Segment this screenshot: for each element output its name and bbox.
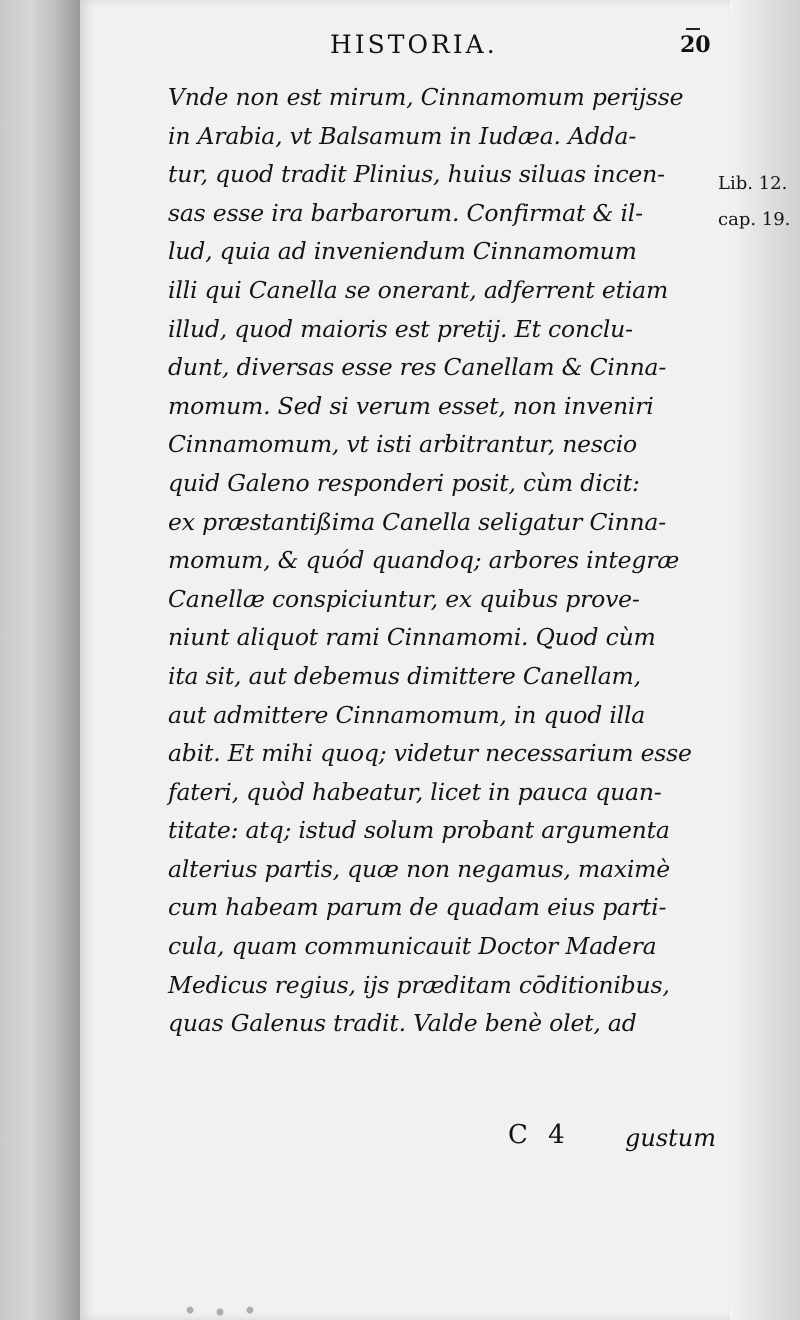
marginal-note-line: Lib. 12.	[718, 173, 788, 194]
text-line: lud, quia ad inveniendum Cinnamomum	[168, 237, 637, 266]
text-line: niunt aliquot rami Cinnamomi. Quod cùm	[168, 623, 656, 652]
running-title: HISTORIA.	[330, 30, 498, 59]
text-line: sas esse ira barbarorum. Confirmat & il-	[168, 198, 643, 227]
text-line: quas Galenus tradit. Valde benè olet, ad	[168, 1009, 637, 1038]
text-line: momum. Sed si verum esset, non inveniri	[168, 391, 654, 420]
signature-mark: C 4	[508, 1120, 571, 1150]
marginal-note	[718, 166, 790, 238]
book-page	[80, 0, 791, 1320]
text-line: dunt, diversas esse res Canellam & Cinna-	[168, 353, 667, 382]
marginal-note-line: cap. 19.	[718, 209, 791, 230]
text-line: fateri, quòd habeatur, licet in pauca quan-	[168, 777, 662, 806]
text-line: cula, quam communicauit Doctor Madera	[168, 932, 657, 961]
text-line: ex præstantißima Canella seligatur Cinna-	[168, 507, 666, 536]
catchword: gustum	[625, 1124, 716, 1152]
text-line: Vnde non est mirum, Cinnamomum perijsse	[168, 83, 684, 111]
text-line: illi qui Canella se onerant, adferrent etiam	[168, 275, 669, 304]
scanner-background-left	[0, 0, 80, 1320]
text-line: aut admittere Cinnamomum, in quod illa	[168, 700, 646, 729]
text-line: illud, quod maioris est pretij. Et conclu-	[168, 314, 633, 343]
text-line: momum, & quód quandoq; arbores integræ	[168, 546, 680, 575]
text-line: Canellæ conspiciuntur, ex quibus prove-	[168, 584, 640, 613]
page-number: 20	[680, 32, 711, 58]
text-line: alterius partis, quæ non negamus, maximè	[168, 854, 670, 883]
text-line: cum habeam parum de quadam eius parti-	[168, 893, 667, 922]
show-through-marks	[180, 1300, 300, 1320]
text-line: quid Galeno responderi posit, cùm dicit:	[168, 468, 640, 497]
text-line: ita sit, aut debemus dimittere Canellam,	[168, 661, 641, 690]
text-line: Cinnamomum, vt isti arbitrantur, nescio	[168, 430, 637, 459]
text-line: abit. Et mihi quoq; videtur necessarium esse	[168, 739, 692, 768]
page-number-mark	[686, 28, 700, 30]
text-line: Medicus regius, ijs præditam cōditionibus,	[168, 970, 670, 999]
text-line: titate: atq; istud solum probant argumenta	[168, 816, 670, 845]
text-line: tur, quod tradit Plinius, huius siluas incen-	[168, 160, 665, 189]
text-line: in Arabia, vt Balsamum in Iudæa. Adda-	[168, 121, 637, 150]
body-text	[168, 78, 728, 1043]
